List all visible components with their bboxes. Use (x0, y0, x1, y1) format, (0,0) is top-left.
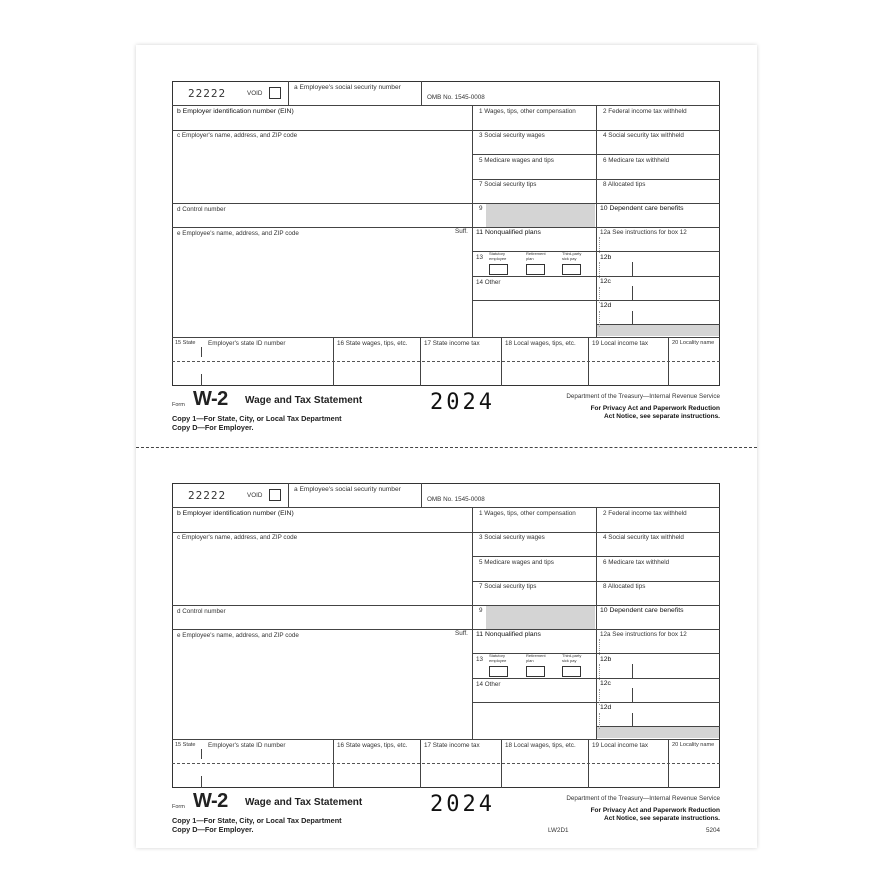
divider (201, 776, 202, 788)
box18-label: 18 Local wages, tips, etc. (505, 742, 576, 749)
statutory-checkbox[interactable] (489, 666, 508, 677)
divider (472, 154, 720, 155)
thirdparty-label: Third-party sick pay (562, 653, 582, 663)
copyD-text: Copy D—For Employer. (172, 423, 254, 432)
divider (421, 81, 422, 105)
divider (472, 179, 720, 180)
tax-year: 2024 (430, 390, 495, 415)
box12-shaded (597, 325, 719, 336)
box5-label: 5 Medicare wages and tips (479, 157, 554, 164)
box12a-label: 12a See instructions for box 12 (600, 631, 687, 638)
divider (472, 532, 720, 533)
irs-department: Department of the Treasury—Internal Revenue Service (566, 795, 720, 802)
box-b-label: b Employer identification number (EIN) (177, 510, 294, 517)
divider (172, 337, 720, 338)
divider (596, 324, 720, 325)
form-title: Wage and Tax Statement (245, 797, 363, 808)
divider (596, 507, 597, 739)
divider (201, 347, 202, 357)
copy1-text: Copy 1—For State, City, or Local Tax Department (172, 816, 342, 825)
retirement-checkbox[interactable] (526, 264, 545, 275)
box20-label: 20 Locality name (672, 742, 715, 748)
divider (632, 286, 633, 300)
box12c-label: 12c (600, 278, 611, 285)
divider (172, 629, 472, 630)
box6-label: 6 Medicare tax withheld (603, 157, 670, 164)
divider (172, 532, 472, 533)
w2-copy (0, 0, 894, 432)
divider (472, 227, 720, 228)
box3-label: 3 Social security wages (479, 534, 545, 541)
void-checkbox[interactable] (269, 87, 281, 99)
box13-label: 13 (476, 254, 484, 261)
box19-label: 19 Local income tax (592, 742, 649, 749)
box-e-label: e Employee's name, address, and ZIP code (177, 632, 299, 639)
divider (472, 629, 720, 630)
divider (596, 105, 597, 337)
box4-label: 4 Social security tax withheld (603, 132, 684, 139)
form-number-footer: 5204 (705, 827, 720, 834)
divider (201, 749, 202, 759)
box16-label: 16 State wages, tips, etc. (337, 742, 408, 749)
tax-year: 2024 (430, 792, 495, 817)
box9-shaded (486, 606, 595, 629)
form-word: Form (172, 804, 185, 810)
box15-label: 15 State (175, 340, 196, 346)
privacy-notice-1: For Privacy Act and Paperwork Reduction (590, 405, 720, 412)
copy1-text: Copy 1—For State, City, or Local Tax Department (172, 414, 342, 423)
box20-label: 20 Locality name (672, 340, 715, 346)
box13-label: 13 (476, 656, 484, 663)
retirement-label: Retirement plan (526, 251, 546, 261)
privacy-notice-2: Act Notice, see separate instructions. (604, 413, 720, 420)
form-name: W-2 (193, 388, 228, 410)
void-checkbox[interactable] (269, 489, 281, 501)
box-d-label: d Control number (177, 206, 226, 213)
divider (472, 581, 720, 582)
suffix-label: Suff. (455, 228, 468, 235)
divider (472, 300, 720, 301)
divider (172, 739, 720, 740)
privacy-notice-2: Act Notice, see separate instructions. (604, 815, 720, 822)
form-code: 22222 (188, 489, 227, 502)
divider (172, 130, 472, 131)
code-marker (599, 639, 600, 655)
divider (472, 556, 720, 557)
box1-label: 1 Wages, tips, other compensation (479, 510, 576, 517)
box7-label: 7 Social security tips (479, 181, 537, 188)
box-e-label: e Employee's name, address, and ZIP code (177, 230, 299, 237)
box7-label: 7 Social security tips (479, 583, 537, 590)
box17-label: 17 State income tax (424, 742, 480, 749)
divider (632, 311, 633, 325)
code-marker (599, 287, 600, 303)
code-marker (599, 689, 600, 705)
box-a-label: a Employee's social security number (294, 486, 401, 493)
perforation-line (136, 447, 757, 448)
form-code-footer: LW2D1 (548, 827, 569, 834)
divider (472, 276, 720, 277)
divider (172, 361, 720, 362)
divider (288, 483, 289, 507)
form-name: W-2 (193, 790, 228, 812)
box9-shaded (486, 204, 595, 227)
divider (421, 483, 422, 507)
w2-copy (0, 402, 894, 834)
box8-label: 8 Allocated tips (603, 583, 646, 590)
statutory-label: Statutory employee (489, 251, 507, 261)
box12b-label: 12b (600, 254, 612, 261)
divider (172, 105, 720, 106)
form-word: Form (172, 402, 185, 408)
box14-label: 14 Other (476, 681, 501, 688)
divider (472, 105, 473, 337)
divider (201, 374, 202, 386)
code-marker (599, 664, 600, 680)
suffix-label: Suff. (455, 630, 468, 637)
box10-label: 10 Dependent care benefits (600, 607, 684, 614)
irs-department: Department of the Treasury—Internal Revenue Service (566, 393, 720, 400)
copyD-text: Copy D—For Employer. (172, 825, 254, 834)
box2-label: 2 Federal income tax withheld (603, 108, 687, 115)
retirement-checkbox[interactable] (526, 666, 545, 677)
box14-label: 14 Other (476, 279, 501, 286)
thirdparty-checkbox[interactable] (562, 666, 581, 677)
box-c-label: c Employer's name, address, and ZIP code (177, 534, 298, 541)
divider (472, 702, 720, 703)
box-b-label: b Employer identification number (EIN) (177, 108, 294, 115)
box11-label: 11 Nonqualified plans (476, 631, 541, 638)
void-label: VOID (247, 492, 263, 499)
box-d-label: d Control number (177, 608, 226, 615)
divider (472, 605, 720, 606)
divider (632, 262, 633, 276)
state-id-label: Employer's state ID number (208, 742, 286, 749)
divider (172, 605, 472, 606)
box3-label: 3 Social security wages (479, 132, 545, 139)
box12d-label: 12d (600, 302, 612, 309)
divider (172, 507, 720, 508)
divider (632, 664, 633, 678)
divider (472, 678, 720, 679)
box2-label: 2 Federal income tax withheld (603, 510, 687, 517)
box1-label: 1 Wages, tips, other compensation (479, 108, 576, 115)
box4-label: 4 Social security tax withheld (603, 534, 684, 541)
divider (172, 203, 472, 204)
divider (632, 713, 633, 727)
box6-label: 6 Medicare tax withheld (603, 559, 670, 566)
box12-shaded (597, 727, 719, 738)
form-title: Wage and Tax Statement (245, 395, 363, 406)
divider (632, 688, 633, 702)
omb-number: OMB No. 1545-0008 (427, 94, 485, 101)
box10-label: 10 Dependent care benefits (600, 205, 684, 212)
divider (596, 726, 720, 727)
box8-label: 8 Allocated tips (603, 181, 646, 188)
box11-label: 11 Nonqualified plans (476, 229, 541, 236)
box9-label: 9 (479, 205, 483, 212)
box12d-label: 12d (600, 704, 612, 711)
divider (472, 203, 720, 204)
box15-label: 15 State (175, 742, 196, 748)
divider (172, 763, 720, 764)
box16-label: 16 State wages, tips, etc. (337, 340, 408, 347)
form-code: 22222 (188, 87, 227, 100)
thirdparty-label: Third-party sick pay (562, 251, 582, 261)
code-marker (599, 262, 600, 278)
omb-number: OMB No. 1545-0008 (427, 496, 485, 503)
box18-label: 18 Local wages, tips, etc. (505, 340, 576, 347)
box17-label: 17 State income tax (424, 340, 480, 347)
statutory-checkbox[interactable] (489, 264, 508, 275)
box-c-label: c Employer's name, address, and ZIP code (177, 132, 298, 139)
divider (288, 81, 289, 105)
box9-label: 9 (479, 607, 483, 614)
divider (172, 227, 472, 228)
box5-label: 5 Medicare wages and tips (479, 559, 554, 566)
box19-label: 19 Local income tax (592, 340, 649, 347)
code-marker (599, 311, 600, 327)
void-label: VOID (247, 90, 263, 97)
retirement-label: Retirement plan (526, 653, 546, 663)
box12a-label: 12a See instructions for box 12 (600, 229, 687, 236)
box12b-label: 12b (600, 656, 612, 663)
box12c-label: 12c (600, 680, 611, 687)
thirdparty-checkbox[interactable] (562, 264, 581, 275)
divider (472, 507, 473, 739)
state-id-label: Employer's state ID number (208, 340, 286, 347)
privacy-notice-1: For Privacy Act and Paperwork Reduction (590, 807, 720, 814)
box-a-label: a Employee's social security number (294, 84, 401, 91)
divider (472, 130, 720, 131)
code-marker (599, 237, 600, 253)
statutory-label: Statutory employee (489, 653, 507, 663)
code-marker (599, 713, 600, 729)
